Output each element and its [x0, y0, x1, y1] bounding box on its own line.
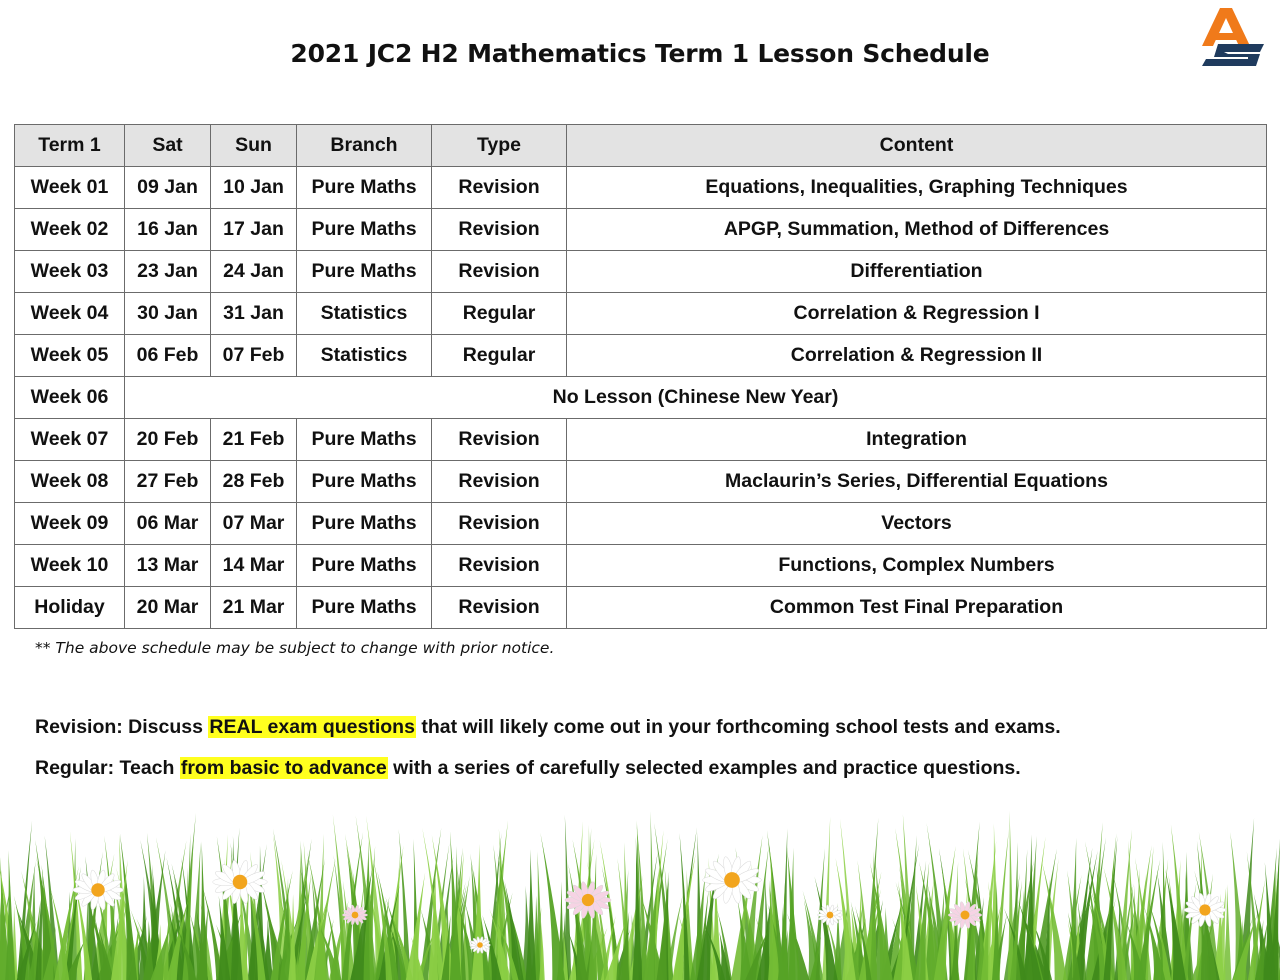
- cell-week: Week 03: [15, 251, 125, 293]
- cell-branch: Pure Maths: [297, 587, 432, 629]
- table-row: [15, 503, 1267, 545]
- table-row: [15, 461, 1267, 503]
- legend-regular-highlight: from basic to advance: [180, 757, 387, 779]
- cell-type: Revision: [432, 461, 567, 503]
- legend-regular-suffix: with a series of carefully selected examples and practice questions.: [387, 757, 1021, 779]
- cell-content: Differentiation: [567, 251, 1267, 293]
- cell-content: Maclaurin’s Series, Differential Equations: [567, 461, 1267, 503]
- legend-revision-prefix: Revision: Discuss: [35, 716, 209, 738]
- cell-branch: Pure Maths: [297, 209, 432, 251]
- header-content: Content: [567, 125, 1267, 167]
- cell-week: Week 01: [15, 167, 125, 209]
- legend-revision-suffix: that will likely come out in your forthcoming school tests and exams.: [415, 716, 1061, 738]
- cell-branch: Pure Maths: [297, 545, 432, 587]
- grass-flowers-illustration: [0, 790, 1280, 980]
- cell-week: Week 10: [15, 545, 125, 587]
- cell-content: Common Test Final Preparation: [567, 587, 1267, 629]
- cell-week: Week 07: [15, 419, 125, 461]
- cell-branch: Pure Maths: [297, 167, 432, 209]
- lesson-schedule-table: [14, 124, 1267, 629]
- table-row: [15, 209, 1267, 251]
- cell-week: Week 06: [15, 377, 125, 419]
- cell-branch: Pure Maths: [297, 461, 432, 503]
- cell-sat: 20 Feb: [125, 419, 211, 461]
- cell-week: Week 04: [15, 293, 125, 335]
- cell-sun: 10 Jan: [211, 167, 297, 209]
- table-row: [15, 545, 1267, 587]
- cell-sun: 07 Feb: [211, 335, 297, 377]
- cell-sat: 06 Feb: [125, 335, 211, 377]
- cell-week: Week 02: [15, 209, 125, 251]
- cell-sat: 09 Jan: [125, 167, 211, 209]
- cell-week: Week 05: [15, 335, 125, 377]
- cell-sun: 28 Feb: [211, 461, 297, 503]
- cell-branch: Pure Maths: [297, 251, 432, 293]
- table-row: [15, 419, 1267, 461]
- legend-revision-highlight: REAL exam questions: [209, 716, 415, 738]
- cell-branch: Statistics: [297, 335, 432, 377]
- cell-branch: Pure Maths: [297, 503, 432, 545]
- table-header-row: [15, 125, 1267, 167]
- table-row: [15, 587, 1267, 629]
- cell-sat: 30 Jan: [125, 293, 211, 335]
- cell-type: Revision: [432, 419, 567, 461]
- cell-sat: 20 Mar: [125, 587, 211, 629]
- header-term: Term 1: [15, 125, 125, 167]
- cell-no-lesson: No Lesson (Chinese New Year): [125, 377, 1267, 419]
- table-row: [15, 335, 1267, 377]
- schedule-note: ** The above schedule may be subject to change with prior notice.: [35, 639, 555, 657]
- cell-week: Holiday: [15, 587, 125, 629]
- daisy-flower-icon: [948, 901, 982, 929]
- cell-sun: 14 Mar: [211, 545, 297, 587]
- table-row: [15, 167, 1267, 209]
- cell-content: Integration: [567, 419, 1267, 461]
- header-sun: Sun: [211, 125, 297, 167]
- cell-sun: 17 Jan: [211, 209, 297, 251]
- cell-type: Revision: [432, 587, 567, 629]
- cell-type: Regular: [432, 293, 567, 335]
- as-logo-icon: [1198, 6, 1266, 66]
- cell-week: Week 08: [15, 461, 125, 503]
- table-row: [15, 293, 1267, 335]
- cell-branch: Statistics: [297, 293, 432, 335]
- cell-sat: 13 Mar: [125, 545, 211, 587]
- cell-type: Regular: [432, 335, 567, 377]
- cell-content: APGP, Summation, Method of Differences: [567, 209, 1267, 251]
- cell-sat: 16 Jan: [125, 209, 211, 251]
- table-row-no-lesson: [15, 377, 1267, 419]
- cell-content: Functions, Complex Numbers: [567, 545, 1267, 587]
- cell-sat: 23 Jan: [125, 251, 211, 293]
- cell-content: Vectors: [567, 503, 1267, 545]
- page-title: 2021 JC2 H2 Mathematics Term 1 Lesson Schedule: [290, 38, 990, 68]
- cell-type: Revision: [432, 503, 567, 545]
- legend-revision: [35, 716, 1061, 739]
- daisy-flower-icon: [73, 869, 123, 910]
- cell-type: Revision: [432, 209, 567, 251]
- cell-type: Revision: [432, 545, 567, 587]
- cell-sun: 21 Feb: [211, 419, 297, 461]
- cell-branch: Pure Maths: [297, 419, 432, 461]
- table-row: [15, 251, 1267, 293]
- cell-sun: 07 Mar: [211, 503, 297, 545]
- cell-week: Week 09: [15, 503, 125, 545]
- legend-regular-prefix: Regular: Teach: [35, 757, 180, 779]
- header-type: Type: [432, 125, 567, 167]
- header-sat: Sat: [125, 125, 211, 167]
- cell-sat: 27 Feb: [125, 461, 211, 503]
- cell-sun: 21 Mar: [211, 587, 297, 629]
- header-branch: Branch: [297, 125, 432, 167]
- cell-sat: 06 Mar: [125, 503, 211, 545]
- cell-content: Correlation & Regression II: [567, 335, 1267, 377]
- cell-content: Equations, Inequalities, Graphing Techniques: [567, 167, 1267, 209]
- cell-content: Correlation & Regression I: [567, 293, 1267, 335]
- cell-sun: 24 Jan: [211, 251, 297, 293]
- cell-type: Revision: [432, 251, 567, 293]
- cell-sun: 31 Jan: [211, 293, 297, 335]
- legend-regular: [35, 757, 1021, 780]
- cell-type: Revision: [432, 167, 567, 209]
